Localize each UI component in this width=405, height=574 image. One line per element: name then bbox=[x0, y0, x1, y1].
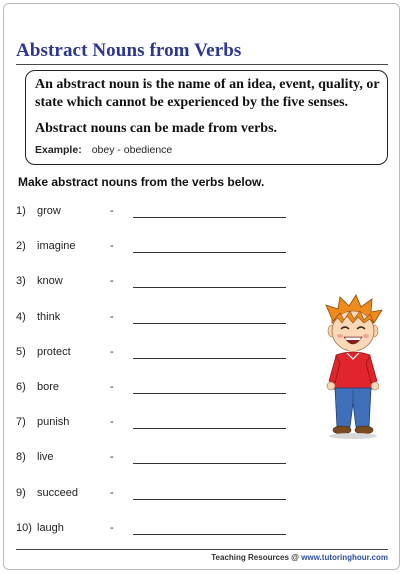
verb-text: think bbox=[37, 310, 61, 323]
separator-dash: - bbox=[110, 240, 114, 253]
separator-dash: - bbox=[110, 205, 114, 217]
verb-text: succeed bbox=[37, 486, 78, 499]
answer-blank-line[interactable] bbox=[133, 393, 286, 394]
verb-text: live bbox=[37, 451, 54, 464]
exercise-row bbox=[0, 205, 300, 225]
verb-text: protect bbox=[37, 345, 71, 358]
verb-text: grow bbox=[37, 205, 61, 217]
answer-blank-line[interactable] bbox=[133, 499, 286, 500]
footer-prefix: Teaching Resources @ bbox=[211, 553, 299, 562]
verb-text: punish bbox=[37, 416, 70, 429]
item-number: 5) bbox=[16, 345, 26, 358]
answer-blank-line[interactable] bbox=[133, 428, 286, 429]
item-number: 3) bbox=[16, 275, 26, 288]
exercise-row bbox=[0, 381, 300, 401]
title-divider bbox=[16, 64, 388, 65]
separator-dash: - bbox=[110, 310, 114, 323]
item-number: 9) bbox=[16, 486, 26, 499]
example-line bbox=[35, 144, 172, 156]
footer-divider bbox=[16, 549, 388, 550]
separator-dash: - bbox=[110, 521, 114, 534]
exercise-row bbox=[0, 275, 300, 295]
answer-blank-line[interactable] bbox=[133, 252, 286, 253]
item-number: 10) bbox=[16, 521, 32, 534]
exercise-row bbox=[0, 346, 300, 366]
answer-blank-line[interactable] bbox=[133, 358, 286, 359]
separator-dash: - bbox=[110, 416, 114, 429]
answer-blank-line[interactable] bbox=[133, 217, 286, 218]
footer-credit bbox=[211, 553, 388, 562]
example-text: obey - obedience bbox=[91, 144, 173, 156]
separator-dash: - bbox=[110, 275, 114, 288]
answer-blank-line[interactable] bbox=[133, 323, 286, 324]
exercise-row bbox=[0, 487, 300, 507]
verb-text: imagine bbox=[37, 240, 76, 253]
laughing-boy-illustration bbox=[318, 293, 388, 443]
answer-blank-line[interactable] bbox=[133, 463, 286, 464]
verb-text: bore bbox=[37, 381, 60, 393]
item-number: 4) bbox=[16, 310, 26, 323]
footer-site-link[interactable]: www.tutoringhour.com bbox=[301, 553, 388, 562]
exercise-row bbox=[0, 416, 300, 436]
verb-text: know bbox=[37, 275, 63, 288]
separator-dash: - bbox=[110, 451, 114, 464]
separator-dash: - bbox=[110, 486, 114, 499]
exercise-row bbox=[0, 451, 300, 471]
example-label: Example: bbox=[35, 144, 82, 156]
separator-dash: - bbox=[110, 381, 114, 393]
page-title: Abstract Nouns from Verbs bbox=[16, 40, 242, 61]
verb-text: laugh bbox=[37, 521, 64, 534]
item-number: 6) bbox=[16, 381, 26, 393]
definition-text: An abstract noun is the name of an idea, event, quality, or state which cannot be experienced by the five senses. bbox=[35, 77, 380, 110]
item-number: 2) bbox=[16, 240, 26, 253]
item-number: 8) bbox=[16, 451, 26, 464]
answer-blank-line[interactable] bbox=[133, 534, 286, 535]
exercise-row bbox=[0, 240, 300, 260]
rule-text: Abstract nouns can be made from verbs. bbox=[35, 121, 278, 136]
item-number: 1) bbox=[16, 205, 26, 217]
exercise-row bbox=[0, 311, 300, 331]
instruction-text: Make abstract nouns from the verbs below. bbox=[18, 175, 265, 189]
exercise-row bbox=[0, 522, 300, 542]
answer-blank-line[interactable] bbox=[133, 287, 286, 288]
separator-dash: - bbox=[110, 345, 114, 358]
item-number: 7) bbox=[16, 416, 26, 429]
